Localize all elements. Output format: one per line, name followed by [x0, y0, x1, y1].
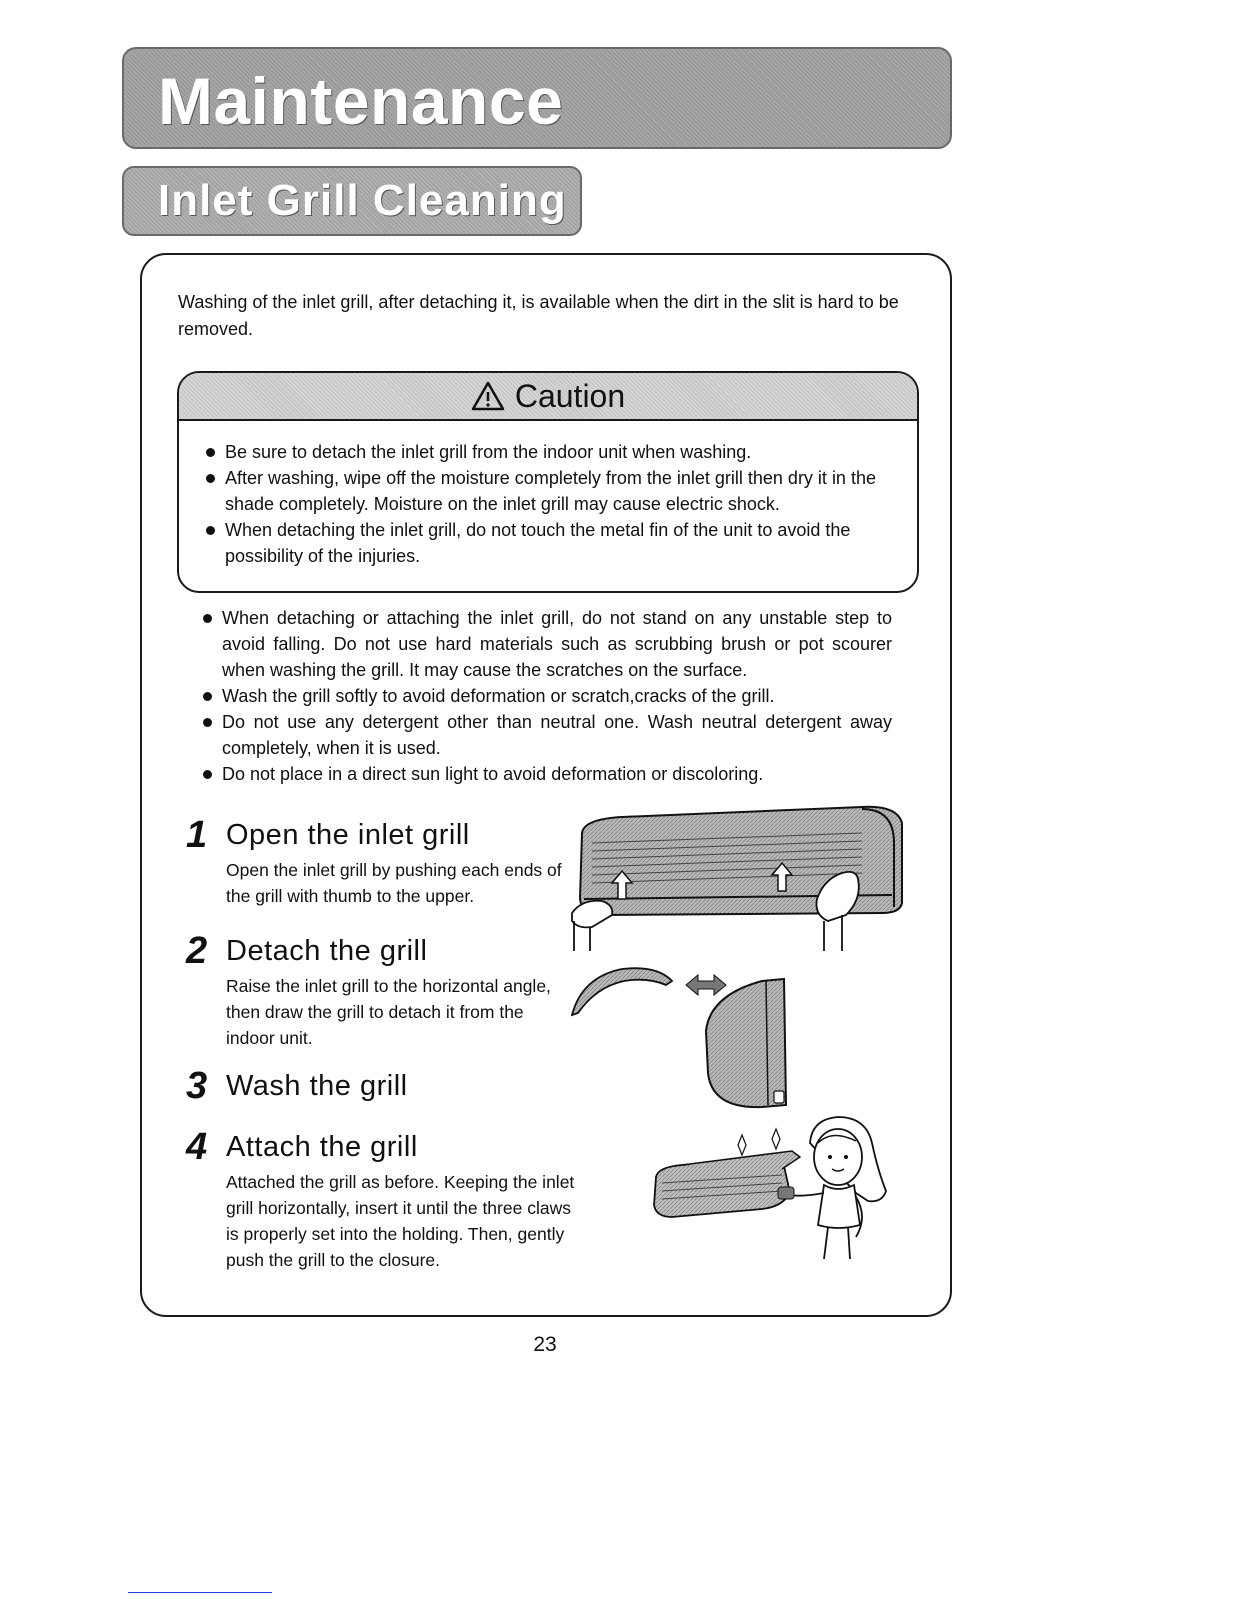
caution-item: Be sure to detach the inlet grill from the indoor unit when washing.: [205, 439, 901, 465]
step-text: Raise the inlet grill to the horizontal angle, then draw the grill to detach it from the indoor unit.: [226, 976, 551, 1048]
note-item: Do not place in a direct sun light to avoid deformation or discoloring.: [202, 761, 892, 787]
attach-grill-illustration: [642, 1113, 902, 1263]
caution-header: [179, 373, 917, 421]
step-number: 1: [186, 814, 208, 856]
warning-triangle-icon: [471, 381, 505, 411]
notes-list: [202, 605, 892, 787]
step-text: Attached the grill as before. Keeping the inlet grill horizontally, insert it until the three claws is properly set into the holding. Then, gently push the grill to the closure.: [226, 1172, 575, 1270]
caution-item: After washing, wipe off the moisture completely from the inlet grill then dry it in the shade completely. Moisture on the inlet grill may cause electric shock.: [205, 465, 901, 517]
step-title: Wash the grill: [226, 1070, 408, 1102]
page-number: 23: [533, 1333, 557, 1356]
subsection-banner: [122, 166, 582, 236]
detach-grill-illustration: [562, 955, 802, 1125]
step-title: Detach the grill: [226, 935, 428, 967]
section-title: Maintenance: [158, 64, 564, 138]
caution-title: Caution: [514, 377, 626, 414]
open-grill-illustration: [562, 803, 914, 953]
subsection-title: Inlet Grill Cleaning: [158, 176, 567, 225]
step-number: 3: [186, 1065, 208, 1107]
caution-box: [177, 371, 919, 593]
step-number: 4: [186, 1126, 208, 1168]
caution-item: When detaching the inlet grill, do not touch the metal fin of the unit to avoid the possibility of the injuries.: [205, 517, 901, 569]
step-number: 2: [186, 930, 208, 972]
step-text: Open the inlet grill by pushing each ends of the grill with thumb to the upper.: [226, 860, 562, 906]
note-item: When detaching or attaching the inlet grill, do not stand on any unstable step to avoid falling. Do not use hard materials such as scrubbing brush or pot scourer when washing the grill. It may cause the scratches on the surface.: [202, 605, 892, 683]
content-panel: [140, 253, 952, 1317]
note-item: Wash the grill softly to avoid deformation or scratch,cracks of the grill.: [202, 683, 892, 709]
note-item: Do not use any detergent other than neutral one. Wash neutral detergent away completely, when it is used.: [202, 709, 892, 761]
intro-text: Washing of the inlet grill, after detaching it, is available when the dirt in the slit is hard to be removed.: [178, 292, 899, 339]
section-banner: [122, 47, 952, 149]
step-title: Open the inlet grill: [226, 819, 470, 851]
step-title: Attach the grill: [226, 1131, 418, 1163]
footer-link-underline: [128, 1592, 272, 1593]
caution-list: [205, 439, 901, 569]
